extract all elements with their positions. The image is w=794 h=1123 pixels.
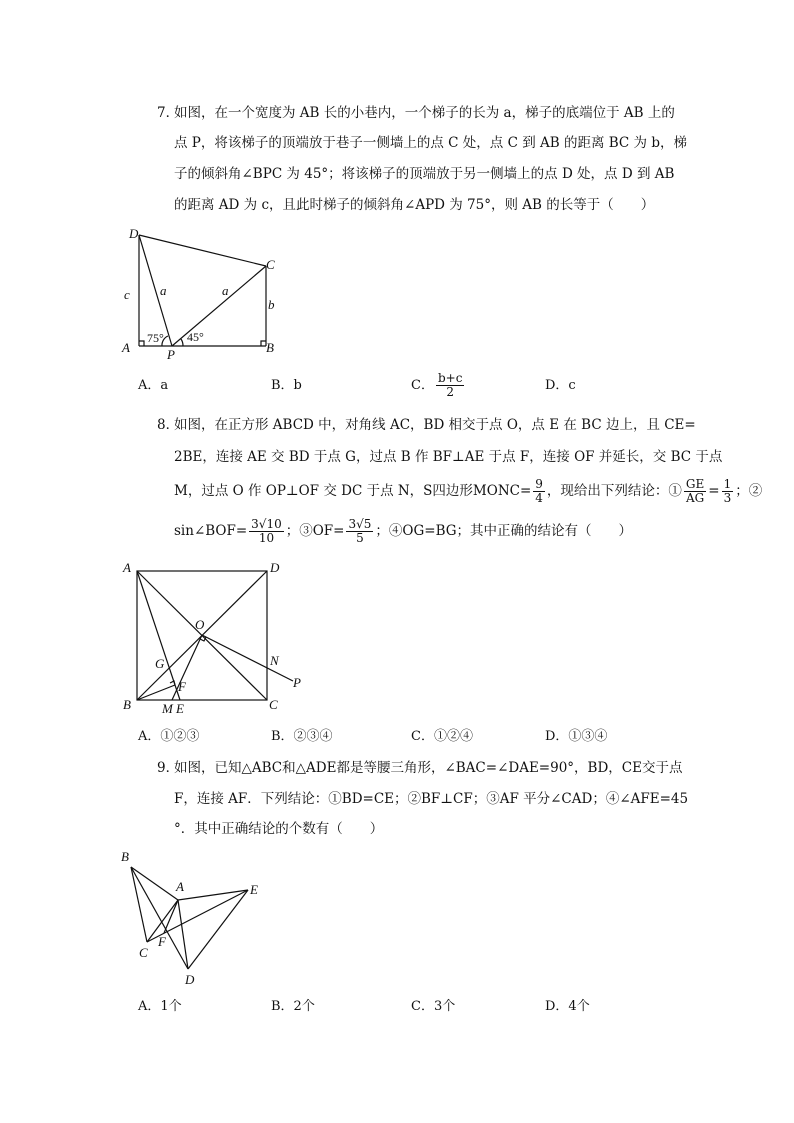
q9-label-B: B	[121, 849, 129, 864]
q7-option-c-denominator: 2	[446, 385, 454, 399]
q8-of-denominator: 5	[356, 531, 364, 545]
q8-sin-denominator: 10	[258, 531, 275, 545]
q8-sin-numerator: 3√10	[251, 517, 282, 531]
q9-label-E: E	[250, 882, 258, 897]
q7-number: 7．	[157, 105, 180, 121]
q8-line4-part-c: ；④OG=BG；其中正确的结论有（ ）	[375, 523, 633, 539]
q8-sin-fraction	[249, 518, 284, 545]
q8-third-denominator: 3	[723, 491, 732, 505]
q7-angle-45: 45°	[187, 330, 204, 344]
q7-option-c[interactable]	[411, 372, 466, 399]
q9-text-line3: °．其中正确结论的个数有（ ）	[174, 821, 384, 837]
q8-text-line1: 如图，在正方形 ABCD 中，对角线 AC，BD 相交于点 O，点 E 在 BC 边上，且 CE=	[174, 417, 696, 433]
q8-text-line4	[174, 518, 632, 545]
q8-line4-part-b: ；③OF=	[285, 523, 345, 539]
q8-third-numerator: 1	[723, 477, 732, 491]
q8-of-fraction	[346, 518, 373, 545]
q7-option-c-numerator: b+c	[437, 371, 463, 385]
q9-label-C: C	[139, 945, 148, 960]
q7-option-c-prefix: C．	[411, 378, 434, 393]
q8-label-A: A	[123, 560, 131, 575]
q8-label-M: M	[162, 701, 173, 716]
q7-label-D: D	[129, 226, 139, 241]
q7-label-b: b	[268, 297, 275, 312]
q8-ratio-numerator: GE	[685, 477, 705, 491]
q7-figure	[115, 225, 285, 360]
q8-ratio-fraction	[684, 478, 706, 505]
q8-label-G: G	[155, 656, 165, 671]
q8-of-numerator: 3√5	[348, 517, 372, 531]
q7-label-a-right: a	[222, 283, 229, 298]
q8-ratio-denominator: AG	[685, 491, 705, 505]
q8-label-B: B	[123, 697, 131, 712]
q8-label-O: O	[195, 617, 205, 632]
q8-option-c[interactable]: C．①②④	[411, 729, 473, 744]
q8-line3-part-b: ，现给出下列结论：①	[546, 483, 682, 499]
q8-line3-part-d: ；②	[735, 483, 763, 499]
q7-label-c: c	[124, 287, 130, 302]
q8-line4-part-a: sin∠BOF=	[174, 523, 248, 539]
q8-text-line2: 2BE，连接 AE 交 BD 于点 G，过点 B 作 BF⊥AE 于点 F，连接 OF 并延长，交 BC 于点	[174, 449, 723, 465]
q7-text-line1: 如图，在一个宽度为 AB 长的小巷内，一个梯子的长为 a，梯子的底端位于 AB 上的	[174, 105, 675, 121]
q9-label-F: F	[158, 934, 166, 949]
q9-text-line2: F，连接 AF．下列结论：①BD=CE；②BF⊥CF；③AF 平分∠CAD；④∠AFE=45	[174, 791, 689, 807]
q9-option-d[interactable]: D．4个	[545, 999, 590, 1014]
q7-label-a-left: a	[160, 283, 167, 298]
q8-label-E: E	[176, 701, 184, 716]
q8-label-F: F	[178, 679, 186, 694]
q7-label-P: P	[167, 347, 175, 360]
q8-label-P: P	[293, 675, 301, 690]
q7-option-c-fraction	[436, 372, 464, 399]
q9-figure	[115, 845, 275, 990]
q8-area-denominator: 4	[535, 491, 543, 505]
q8-label-N: N	[270, 653, 279, 668]
q8-line3-part-a: M，过点 O 作 OP⊥OF 交 DC 于点 N，S四边形MONC=	[174, 483, 532, 499]
q7-text-line2: 点 P，将该梯子的顶端放于巷子一侧墙上的点 C 处，点 C 到 AB 的距离 BC 为 b，梯	[174, 135, 687, 151]
q8-number: 8．	[157, 417, 180, 433]
q7-angle-75: 75°	[147, 331, 164, 345]
q7-option-a[interactable]: A．a	[138, 378, 169, 393]
q9-option-a[interactable]: A．1个	[138, 999, 182, 1014]
q9-text-line1: 如图，已知△ABC和△ADE都是等腰三角形，∠BAC=∠DAE=90°，BD，CE交于点	[174, 760, 683, 776]
q9-number: 9．	[157, 760, 180, 776]
q7-text-line4: 的距离 AD 为 c，且此时梯子的倾斜角∠APD 为 75°，则 AB 的长等于（ ）	[174, 197, 655, 213]
q9-label-D: D	[185, 972, 195, 987]
q8-line3-part-c: =	[708, 483, 720, 499]
q7-label-B: B	[266, 340, 274, 355]
q9-option-b[interactable]: B．2个	[271, 999, 315, 1014]
q8-area-fraction	[533, 478, 545, 505]
q8-area-numerator: 9	[535, 477, 543, 491]
q7-option-b[interactable]: B．b	[271, 378, 302, 393]
q8-label-C: C	[269, 697, 278, 712]
q8-label-D: D	[270, 560, 280, 575]
q9-label-A: A	[176, 879, 184, 894]
q7-label-A: A	[122, 340, 130, 355]
q8-option-d[interactable]: D．①③④	[545, 729, 608, 744]
q8-third-fraction	[722, 478, 734, 505]
q9-option-c[interactable]: C．3个	[411, 999, 456, 1014]
q8-option-a[interactable]: A．①②③	[138, 729, 200, 744]
q7-label-C: C	[266, 257, 275, 272]
q7-option-d[interactable]: D．c	[545, 378, 576, 393]
q8-option-b[interactable]: B．②③④	[271, 729, 333, 744]
q8-figure	[115, 556, 315, 718]
q7-text-line3: 子的倾斜角∠BPC 为 45°；将该梯子的顶端放于另一侧墙上的点 D 处，点 D 到 AB	[174, 166, 675, 182]
q8-text-line3	[174, 478, 762, 505]
